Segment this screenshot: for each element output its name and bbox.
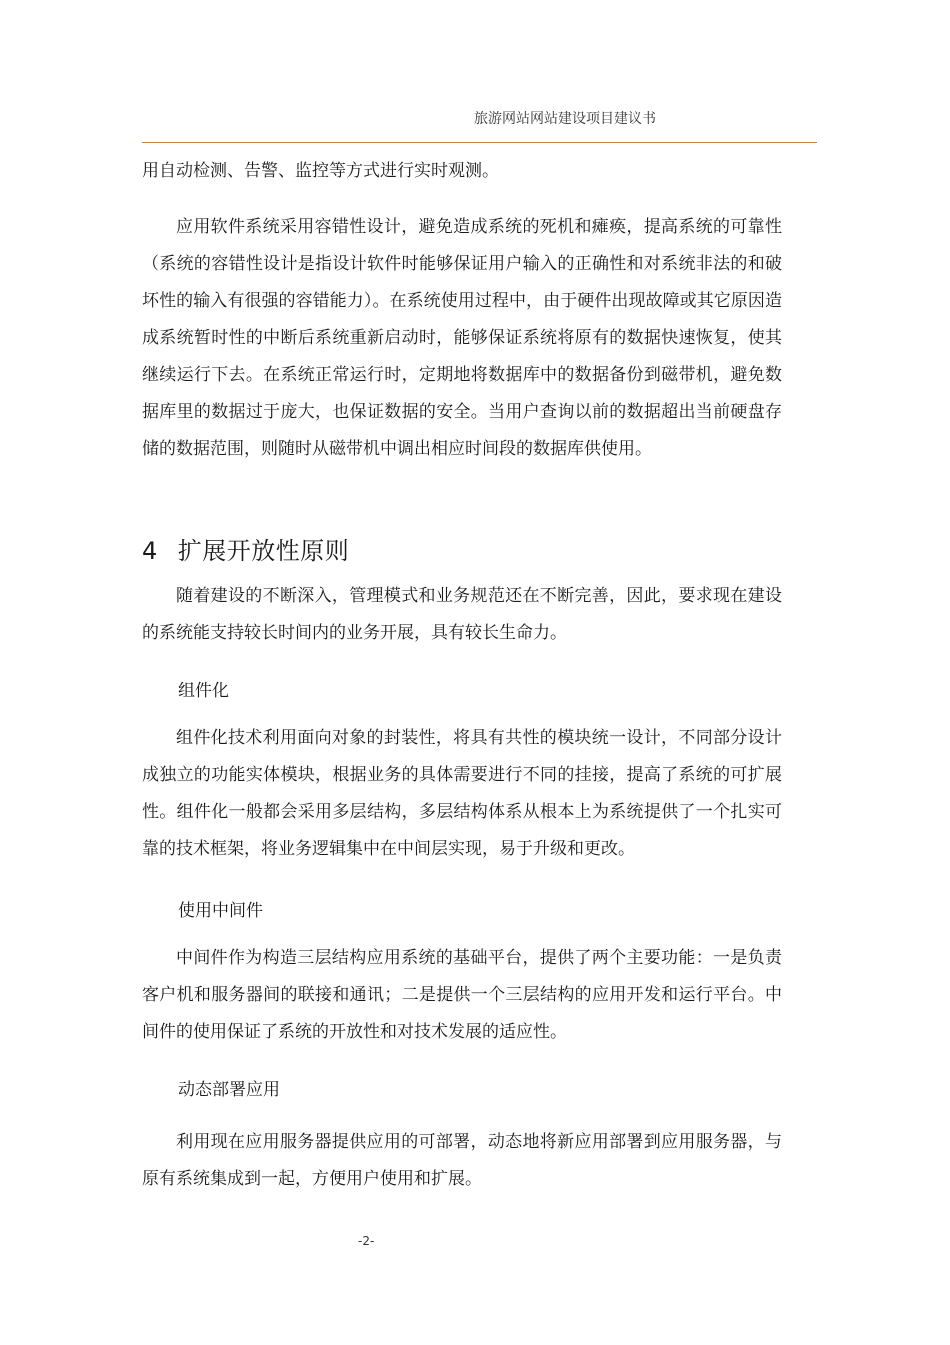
paragraph-dynamic-deployment: 利用现在应用服务器提供应用的可部署，动态地将新应用部署到应用服务器，与原有系统集成到一起，方便用户使用和扩展。 [142,1132,782,1189]
section-title: 扩展开放性原则 [177,537,350,565]
paragraph-componentization: 组件化技术利用面向对象的封装性，将具有共性的模块统一设计，不同部分设计成独立的功能实体模块，根据业务的具体需要进行不同的挂接，提高了系统的可扩展性。组件化一般都会采用多层结构，多层结构体系从根本上为系统提供了一个扎实可靠的技术框架，将业务逻辑集中在中间层实现，易于升级和更改。 [142,728,782,859]
subheading-componentization: 组件化 [178,681,229,701]
paragraph-middleware: 中间件作为构造三层结构应用系统的基础平台，提供了两个主要功能：一是负责客户机和服务器间的联接和通讯；二是提供一个三层结构的应用开发和运行平台。中间件的使用保证了系统的开放性和对技术发展的适应性。 [142,948,782,1042]
section-heading [142,531,349,566]
paragraph-continuation: 用自动检测、告警、监控等方式进行实时观测。 [142,161,499,181]
running-header-title: 旅游网站网站建设项目建议书 [474,111,656,127]
paragraph-section-intro: 随着建设的不断深入，管理模式和业务规范还在不断完善，因此，要求现在建设的系统能支持较长时间内的业务开展，具有较长生命力。 [142,586,782,643]
page-number: -2- [358,1234,375,1248]
header-divider [142,142,817,143]
subheading-middleware: 使用中间件 [178,901,263,921]
subheading-dynamic-deployment: 动态部署应用 [178,1080,280,1100]
paragraph-fault-tolerance: 应用软件系统采用容错性设计，避免造成系统的死机和瘫痪，提高系统的可靠性（系统的容错性设计是指设计软件时能够保证用户输入的正确性和对系统非法的和破坏性的输入有很强的容错能力）。在系统使用过程中，由于硬件出现故障或其它原因造成系统暂时性的中断后系统重新启动时，能够保证系统将原有的数据快速恢复，使其继续运行下去。在系统正常运行时，定期地将数据库中的数据备份到磁带机，避免数据库里的数据过于庞大，也保证数据的安全。当用户查询以前的数据超出当前硬盘存储的数据范围，则随时从磁带机中调出相应时间段的数据库供使用。 [142,217,782,459]
section-number: 4 [142,537,158,565]
